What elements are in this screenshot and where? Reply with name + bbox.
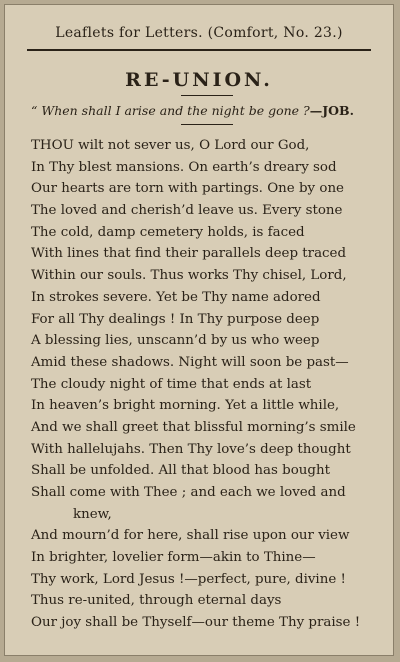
poem-line: In heaven’s bright morning. Yet a little while, bbox=[31, 398, 340, 414]
poem-line: And we shall greet that blissful morning’s smile bbox=[31, 419, 356, 435]
poem-line: And mourn’d for here, shall rise upon our view bbox=[31, 528, 350, 544]
poem-line: For all Thy dealings ! In Thy purpose deep bbox=[31, 311, 320, 327]
poem-line: The cloudy night of time that ends at last bbox=[31, 376, 312, 392]
epigraph-source: —JOB. bbox=[309, 103, 354, 118]
header-divider bbox=[27, 49, 371, 51]
poem-line: Our joy shall be Thyself—our theme Thy praise ! bbox=[31, 615, 361, 631]
poem-line-continuation: knew, bbox=[73, 506, 112, 522]
poem-line: In strokes severe. Yet be Thy name adored bbox=[31, 289, 321, 305]
poem-line: With lines that find their parallels deep traced bbox=[31, 246, 347, 262]
poem-line: In Thy blest mansions. On earth’s dreary sod bbox=[31, 159, 337, 175]
poem-line: With hallelujahs. Then Thy love’s deep thought bbox=[31, 441, 351, 457]
poem-line: A blessing lies, unscann’d by us who weep bbox=[31, 333, 320, 349]
poem-title: RE-UNION. bbox=[125, 69, 273, 91]
title-rule-top bbox=[181, 95, 233, 96]
poem-line: Shall come with Thee ; and each we loved and bbox=[31, 485, 346, 500]
poem-line: Our hearts are torn with partings. One by one bbox=[31, 181, 344, 197]
poem-line: Amid these shadows. Night will soon be past— bbox=[31, 354, 349, 370]
poem-line: THOU wilt not sever us, O Lord our God, bbox=[31, 138, 310, 153]
poem-line: Thus re-united, through eternal days bbox=[31, 593, 282, 609]
poem-line: Shall be unfolded. All that blood has bought bbox=[31, 463, 330, 479]
leaflet-card bbox=[4, 4, 394, 656]
poem-line: Thy work, Lord Jesus !—perfect, pure, divine ! bbox=[31, 571, 346, 587]
title-rule-bottom bbox=[181, 124, 233, 125]
poem-line: In brighter, lovelier form—akin to Thine— bbox=[31, 550, 316, 566]
poem-line: The loved and cherish’d leave us. Every stone bbox=[31, 203, 343, 219]
poem-line: Within our souls. Thus works Thy chisel, Lord, bbox=[31, 268, 347, 284]
epigraph-quote: “ When shall I arise and the night be gone ? bbox=[31, 103, 310, 118]
series-header: Leaflets for Letters. (Comfort, No. 23.) bbox=[55, 25, 343, 41]
poem-line: The cold, damp cemetery holds, is faced bbox=[31, 224, 305, 240]
poem-body bbox=[31, 135, 383, 634]
epigraph bbox=[31, 103, 377, 118]
